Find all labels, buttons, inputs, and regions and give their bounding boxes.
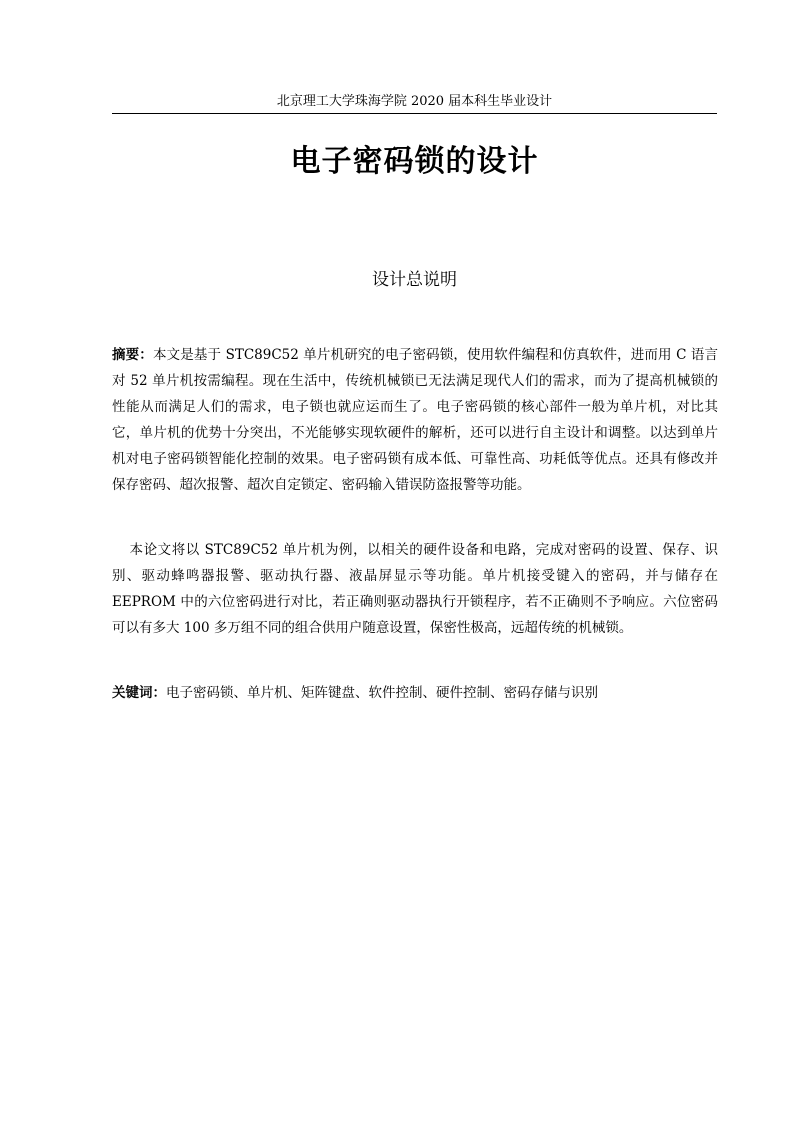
abstract-text: 本文是基于 STC89C52 单片机研究的电子密码锁，使用软件编程和仿真软件，进而用 C 语言对 52 单片机按需编程。现在生活中，传统机械锁已无法满足现代人们的需求，而为了提高机械锁的性能从而满足人们的需求，电子锁也就应运而生了。电子密码锁的核心部件一般为单片机，对比其它，单片机的优势十分突出，不光能够实现软硬件的解析，还可以进行自主设计和调整。以达到单片机对电子密码锁智能化控制的效果。电子密码锁有成本低、可靠性高、功耗低等优点。还具有修改并保存密码、超次报警、超次自定锁定、密码输入错误防盗报警等功能。 xyxy=(112,347,719,493)
abstract-label: 摘要： xyxy=(112,347,153,363)
header-rule xyxy=(112,113,717,114)
keywords-label: 关键词： xyxy=(112,685,166,701)
running-header-text: 北京理工大学珠海学院 2020 届本科生毕业设计 xyxy=(276,94,553,109)
body-paragraph-text: 本论文将以 STC89C52 单片机为例，以相关的硬件设备和电路，完成对密码的设置、保存、识别、驱动蜂鸣器报警、驱动执行器、液晶屏显示等功能。单片机接受键入的密码，并与储存在 EEPROM 中的六位密码进行对比，若正确则驱动器执行开锁程序，若不正确则不予响应。六位密码可以有多大 100 多万组不同的组合供用户随意设置，保密性极高，远超传统的机械锁。 xyxy=(112,542,718,636)
keywords-line xyxy=(112,680,718,706)
body-paragraph xyxy=(112,537,718,641)
abstract-paragraph xyxy=(112,342,718,498)
running-header xyxy=(112,94,717,110)
document-title: 电子密码锁的设计 xyxy=(290,144,539,179)
section-title: 设计总说明 xyxy=(372,270,457,290)
keywords-text: 电子密码锁、单片机、矩阵键盘、软件控制、硬件控制、密码存储与识别 xyxy=(166,685,598,701)
